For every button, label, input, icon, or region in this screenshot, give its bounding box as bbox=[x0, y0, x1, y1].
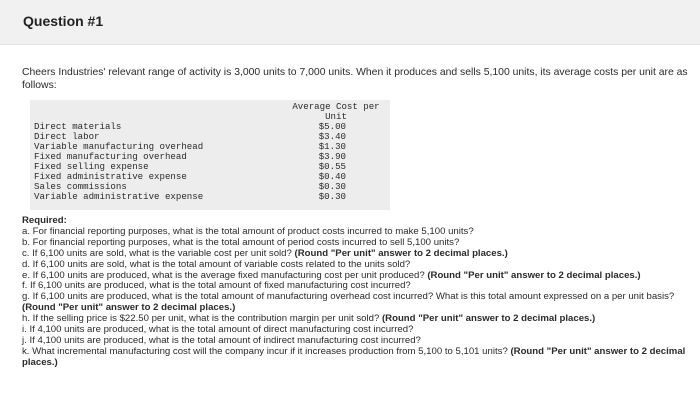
required-list bbox=[22, 227, 690, 369]
cost-label: Sales commissions bbox=[34, 181, 127, 192]
required-heading: Required: bbox=[22, 215, 67, 226]
required-item-text: i. If 4,100 units are produced, what is the total amount of direct manufacturing cost incurred? bbox=[22, 324, 414, 336]
cost-value: $0.55 bbox=[318, 161, 346, 172]
question-title: Question #1 bbox=[23, 13, 104, 29]
column-header-line1: Average Cost per bbox=[292, 101, 380, 112]
rounding-instruction: (Round "Per unit" answer to 2 decimal places.) bbox=[22, 302, 236, 314]
cost-table-column-header bbox=[288, 102, 384, 122]
required-item-text: a. For financial reporting purposes, what is the total amount of product costs incurred to make 5,100 units? bbox=[22, 225, 474, 237]
cost-label: Direct labor bbox=[34, 131, 100, 142]
required-item-text: j. If 4,100 units are produced, what is the total amount of indirect manufacturing cost incurred? bbox=[22, 334, 421, 346]
cost-label: Fixed administrative expense bbox=[34, 171, 187, 182]
required-item-text: e. If 6,100 units are produced, what is the average fixed manufacturing cost per unit produced? bbox=[22, 269, 428, 281]
cost-table bbox=[30, 100, 390, 210]
cost-value: $5.00 bbox=[318, 121, 346, 132]
required-section bbox=[22, 216, 690, 369]
cost-value: $0.30 bbox=[318, 181, 346, 192]
required-item-text: f. If 6,100 units are produced, what is the total amount of fixed manufacturing cost incurred? bbox=[22, 280, 411, 292]
cost-label: Variable administrative expense bbox=[34, 191, 204, 202]
required-item-text: h. If the selling price is $22.50 per unit, what is the contribution margin per unit sold? bbox=[22, 313, 382, 325]
column-header-line2: Unit bbox=[325, 111, 347, 122]
cost-value: $0.40 bbox=[318, 171, 346, 182]
cost-label: Variable manufacturing overhead bbox=[34, 141, 204, 152]
required-item-text: d. If 6,100 units are sold, what is the total amount of variable costs related to the units sold? bbox=[22, 258, 411, 270]
required-item-text: b. For financial reporting purposes, what is the total amount of period costs incurred to sell 5,100 units? bbox=[22, 236, 460, 248]
intro-paragraph: Cheers Industries' relevant range of activity is 3,000 units to 7,000 units. When it produces and sells 5,100 units, its average costs per unit are as follows: bbox=[22, 67, 688, 91]
rounding-instruction: (Round "Per unit" answer to 2 decimal places.) bbox=[294, 247, 508, 259]
cost-value: $0.30 bbox=[318, 191, 346, 202]
rounding-instruction: (Round "Per unit" answer to 2 decimal places.) bbox=[381, 313, 596, 325]
cost-label: Fixed selling expense bbox=[34, 161, 149, 172]
cost-value: $1.30 bbox=[318, 141, 346, 152]
cost-row bbox=[30, 192, 390, 202]
required-item-text: c. If 6,100 units are sold, what is the variable cost per unit sold? bbox=[22, 247, 295, 259]
cost-value: $3.90 bbox=[318, 151, 346, 162]
rounding-instruction: (Round "Per unit" answer to 2 decimal places.) bbox=[22, 345, 686, 368]
cost-label: Direct materials bbox=[34, 121, 122, 132]
required-item bbox=[22, 347, 690, 369]
required-item-text: g. If 6,100 units are produced, what is the total amount of manufacturing overhead cost incurred? What is this total amount expressed on a per unit basis? bbox=[22, 291, 675, 303]
question-header bbox=[0, 0, 700, 45]
required-item-text: k. What incremental manufacturing cost will the company incur if it increases production from 5,100 to 5,101 units? bbox=[22, 345, 511, 357]
cost-value: $3.40 bbox=[318, 131, 346, 142]
cost-label: Fixed manufacturing overhead bbox=[34, 151, 187, 162]
required-item bbox=[22, 292, 690, 314]
rounding-instruction: (Round "Per unit" answer to 2 decimal places.) bbox=[427, 269, 641, 281]
